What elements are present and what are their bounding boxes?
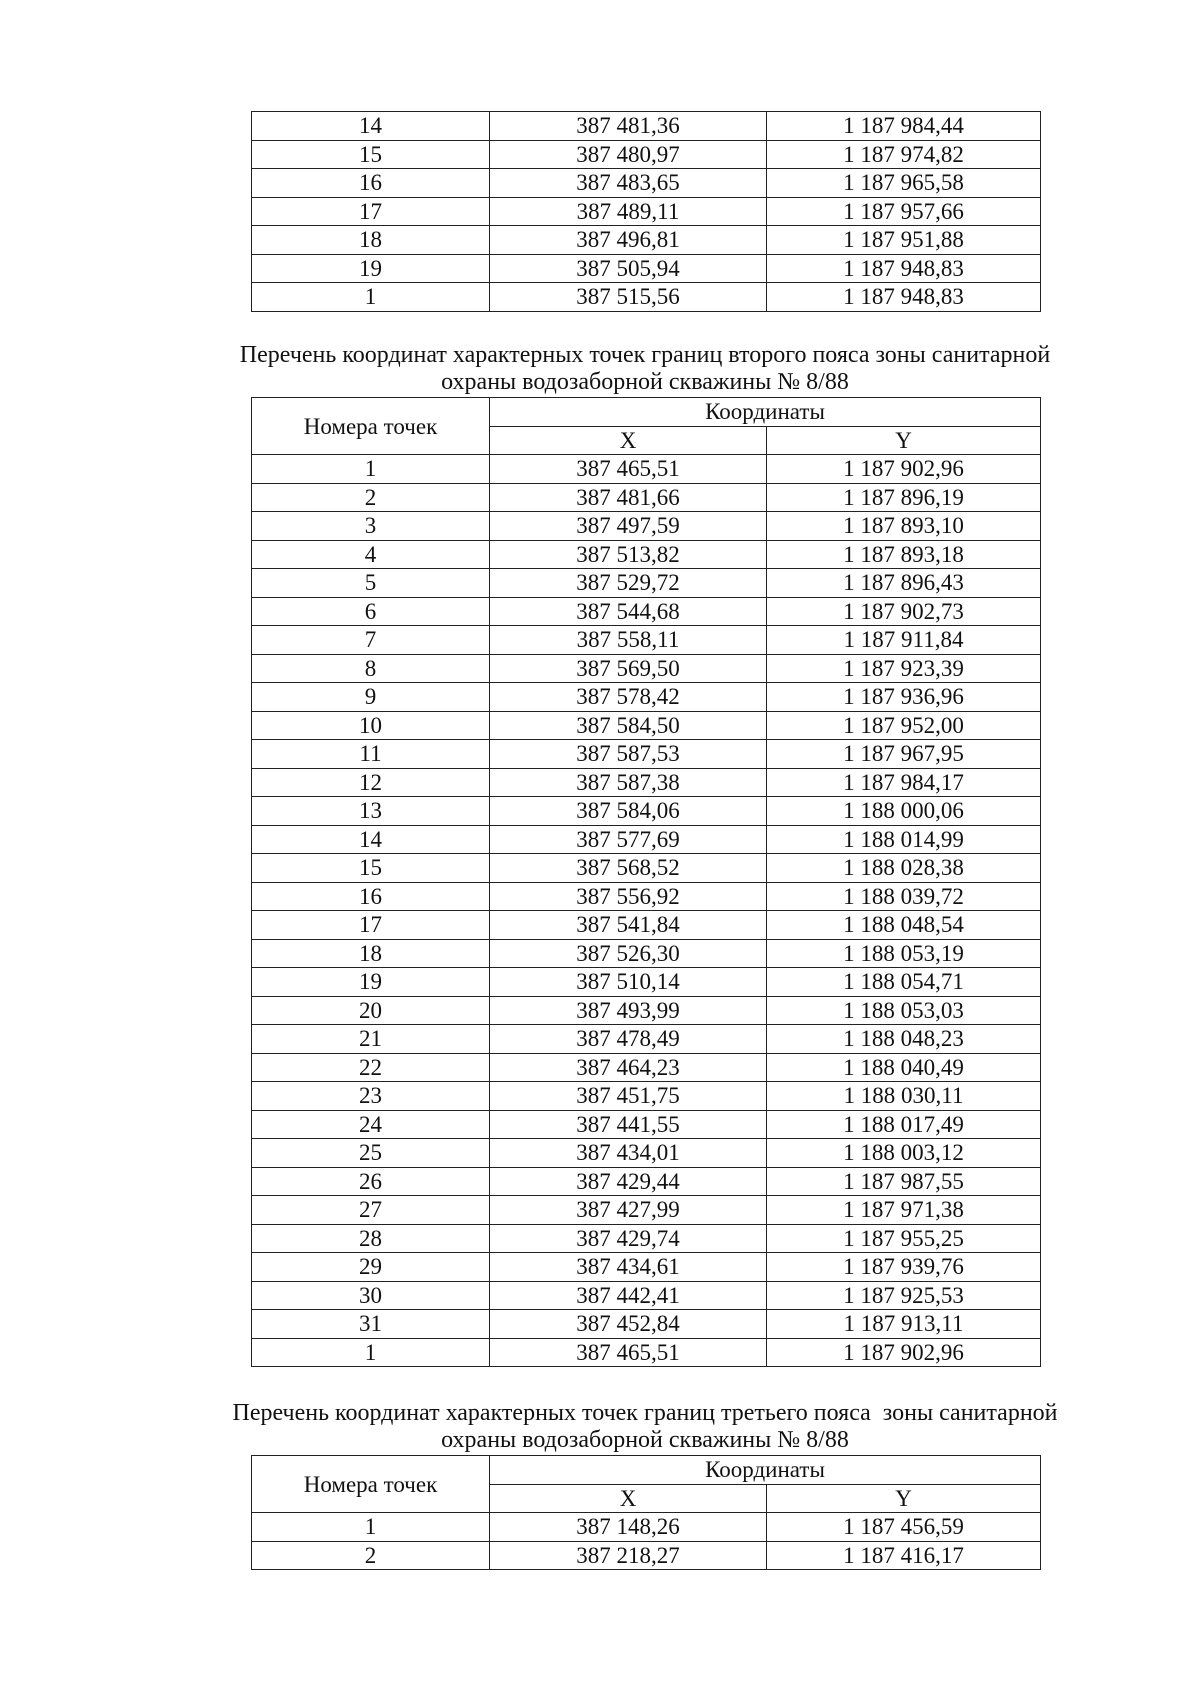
y-coordinate-cell: 1 187 893,10 <box>767 512 1041 541</box>
y-coordinate-cell: 1 187 965,58 <box>767 169 1041 198</box>
table-row <box>252 911 1041 940</box>
header-y: Y <box>767 426 1041 455</box>
table-row <box>252 1139 1041 1168</box>
y-coordinate-cell: 1 187 456,59 <box>767 1513 1041 1542</box>
y-coordinate-cell: 1 188 048,23 <box>767 1025 1041 1054</box>
y-coordinate-cell: 1 187 951,88 <box>767 226 1041 255</box>
y-coordinate-cell: 1 188 039,72 <box>767 882 1041 911</box>
point-number-cell: 1 <box>252 283 490 312</box>
x-coordinate-cell: 387 478,49 <box>490 1025 767 1054</box>
table-row <box>252 1338 1041 1367</box>
x-coordinate-cell: 387 441,55 <box>490 1110 767 1139</box>
table-row <box>252 254 1041 283</box>
caption-line: охраны водозаборной скважины № 8/88 <box>441 1427 849 1453</box>
y-coordinate-cell: 1 187 955,25 <box>767 1224 1041 1253</box>
point-number-cell: 15 <box>252 140 490 169</box>
x-coordinate-cell: 387 493,99 <box>490 996 767 1025</box>
point-number-cell: 3 <box>252 512 490 541</box>
table-row <box>252 1253 1041 1282</box>
point-number-cell: 12 <box>252 768 490 797</box>
y-coordinate-cell: 1 188 003,12 <box>767 1139 1041 1168</box>
x-coordinate-cell: 387 587,38 <box>490 768 767 797</box>
table-row <box>252 740 1041 769</box>
table-row <box>252 283 1041 312</box>
y-coordinate-cell: 1 187 948,83 <box>767 254 1041 283</box>
point-number-cell: 11 <box>252 740 490 769</box>
table-row <box>252 1196 1041 1225</box>
x-coordinate-cell: 387 434,61 <box>490 1253 767 1282</box>
point-number-cell: 1 <box>252 455 490 484</box>
y-coordinate-cell: 1 187 913,11 <box>767 1310 1041 1339</box>
table-row <box>252 854 1041 883</box>
y-coordinate-cell: 1 188 048,54 <box>767 911 1041 940</box>
x-coordinate-cell: 387 577,69 <box>490 825 767 854</box>
table-row <box>252 540 1041 569</box>
x-coordinate-cell: 387 510,14 <box>490 968 767 997</box>
y-coordinate-cell: 1 187 923,39 <box>767 654 1041 683</box>
point-number-cell: 31 <box>252 1310 490 1339</box>
header-y: Y <box>767 1484 1041 1513</box>
x-coordinate-cell: 387 483,65 <box>490 169 767 198</box>
x-coordinate-cell: 387 584,50 <box>490 711 767 740</box>
table-row <box>252 569 1041 598</box>
x-coordinate-cell: 387 480,97 <box>490 140 767 169</box>
point-number-cell: 28 <box>252 1224 490 1253</box>
table-row <box>252 654 1041 683</box>
x-coordinate-cell: 387 569,50 <box>490 654 767 683</box>
table-row <box>252 1310 1041 1339</box>
point-number-cell: 19 <box>252 254 490 283</box>
table-row <box>252 711 1041 740</box>
x-coordinate-cell: 387 465,51 <box>490 1338 767 1367</box>
point-number-cell: 13 <box>252 797 490 826</box>
y-coordinate-cell: 1 187 896,19 <box>767 483 1041 512</box>
table-header <box>252 1456 1041 1513</box>
x-coordinate-cell: 387 148,26 <box>490 1513 767 1542</box>
y-coordinate-cell: 1 187 967,95 <box>767 740 1041 769</box>
table-row <box>252 797 1041 826</box>
table-row <box>252 968 1041 997</box>
coordinates-table-continuation <box>251 111 1041 312</box>
second-zone-caption <box>150 342 1140 396</box>
point-number-cell: 7 <box>252 626 490 655</box>
table-row <box>252 597 1041 626</box>
point-number-cell: 9 <box>252 683 490 712</box>
x-coordinate-cell: 387 497,59 <box>490 512 767 541</box>
y-coordinate-cell: 1 188 014,99 <box>767 825 1041 854</box>
point-number-cell: 26 <box>252 1167 490 1196</box>
table-row <box>252 996 1041 1025</box>
x-coordinate-cell: 387 587,53 <box>490 740 767 769</box>
table-header <box>252 398 1041 455</box>
point-number-cell: 27 <box>252 1196 490 1225</box>
y-coordinate-cell: 1 188 053,03 <box>767 996 1041 1025</box>
point-number-cell: 24 <box>252 1110 490 1139</box>
point-number-cell: 4 <box>252 540 490 569</box>
y-coordinate-cell: 1 187 902,96 <box>767 455 1041 484</box>
y-coordinate-cell: 1 187 948,83 <box>767 283 1041 312</box>
y-coordinate-cell: 1 187 893,18 <box>767 540 1041 569</box>
table-body <box>252 1513 1041 1570</box>
x-coordinate-cell: 387 584,06 <box>490 797 767 826</box>
second-zone-coordinates-table <box>251 397 1041 1367</box>
y-coordinate-cell: 1 187 416,17 <box>767 1541 1041 1570</box>
x-coordinate-cell: 387 464,23 <box>490 1053 767 1082</box>
point-number-cell: 2 <box>252 483 490 512</box>
x-coordinate-cell: 387 489,11 <box>490 197 767 226</box>
x-coordinate-cell: 387 568,52 <box>490 854 767 883</box>
table-row <box>252 626 1041 655</box>
y-coordinate-cell: 1 187 939,76 <box>767 1253 1041 1282</box>
table-row <box>252 1224 1041 1253</box>
x-coordinate-cell: 387 526,30 <box>490 939 767 968</box>
x-coordinate-cell: 387 515,56 <box>490 283 767 312</box>
table-row <box>252 1082 1041 1111</box>
y-coordinate-cell: 1 188 000,06 <box>767 797 1041 826</box>
y-coordinate-cell: 1 188 030,11 <box>767 1082 1041 1111</box>
x-coordinate-cell: 387 578,42 <box>490 683 767 712</box>
x-coordinate-cell: 387 434,01 <box>490 1139 767 1168</box>
point-number-cell: 20 <box>252 996 490 1025</box>
table-row <box>252 683 1041 712</box>
point-number-cell: 22 <box>252 1053 490 1082</box>
y-coordinate-cell: 1 188 028,38 <box>767 854 1041 883</box>
table-row <box>252 197 1041 226</box>
x-coordinate-cell: 387 541,84 <box>490 911 767 940</box>
x-coordinate-cell: 387 465,51 <box>490 455 767 484</box>
point-number-cell: 30 <box>252 1281 490 1310</box>
x-coordinate-cell: 387 505,94 <box>490 254 767 283</box>
y-coordinate-cell: 1 187 896,43 <box>767 569 1041 598</box>
y-coordinate-cell: 1 187 936,96 <box>767 683 1041 712</box>
y-coordinate-cell: 1 187 957,66 <box>767 197 1041 226</box>
point-number-cell: 19 <box>252 968 490 997</box>
table-row <box>252 483 1041 512</box>
caption-line: Перечень координат характерных точек границ третьего пояса зоны санитарной <box>232 1400 1058 1426</box>
table-row <box>252 140 1041 169</box>
table-row <box>252 112 1041 141</box>
point-number-cell: 17 <box>252 911 490 940</box>
table-row <box>252 1110 1041 1139</box>
point-number-cell: 16 <box>252 882 490 911</box>
point-number-cell: 17 <box>252 197 490 226</box>
point-number-cell: 25 <box>252 1139 490 1168</box>
table-body <box>252 112 1041 312</box>
x-coordinate-cell: 387 544,68 <box>490 597 767 626</box>
table-row <box>252 512 1041 541</box>
table-row <box>252 1167 1041 1196</box>
table-row <box>252 882 1041 911</box>
header-point-numbers: Номера точек <box>252 398 490 455</box>
y-coordinate-cell: 1 188 054,71 <box>767 968 1041 997</box>
point-number-cell: 14 <box>252 112 490 141</box>
caption-line: Перечень координат характерных точек границ второго пояса зоны санитарной <box>239 342 1051 368</box>
header-x: X <box>490 1484 767 1513</box>
y-coordinate-cell: 1 188 053,19 <box>767 939 1041 968</box>
header-coordinates: Координаты <box>490 1456 1041 1485</box>
point-number-cell: 23 <box>252 1082 490 1111</box>
table-row <box>252 1541 1041 1570</box>
point-number-cell: 16 <box>252 169 490 198</box>
point-number-cell: 21 <box>252 1025 490 1054</box>
table-body <box>252 455 1041 1367</box>
table-row <box>252 1281 1041 1310</box>
table-row <box>252 455 1041 484</box>
point-number-cell: 1 <box>252 1338 490 1367</box>
point-number-cell: 6 <box>252 597 490 626</box>
table-row <box>252 1053 1041 1082</box>
y-coordinate-cell: 1 187 902,96 <box>767 1338 1041 1367</box>
table-row <box>252 1025 1041 1054</box>
point-number-cell: 8 <box>252 654 490 683</box>
y-coordinate-cell: 1 187 925,53 <box>767 1281 1041 1310</box>
x-coordinate-cell: 387 481,66 <box>490 483 767 512</box>
point-number-cell: 29 <box>252 1253 490 1282</box>
y-coordinate-cell: 1 188 017,49 <box>767 1110 1041 1139</box>
x-coordinate-cell: 387 558,11 <box>490 626 767 655</box>
table-row <box>252 768 1041 797</box>
x-coordinate-cell: 387 556,92 <box>490 882 767 911</box>
table-row <box>252 169 1041 198</box>
header-x: X <box>490 426 767 455</box>
x-coordinate-cell: 387 429,44 <box>490 1167 767 1196</box>
table-row <box>252 939 1041 968</box>
table-row <box>252 1513 1041 1542</box>
x-coordinate-cell: 387 429,74 <box>490 1224 767 1253</box>
x-coordinate-cell: 387 451,75 <box>490 1082 767 1111</box>
caption-line: охраны водозаборной скважины № 8/88 <box>441 369 849 395</box>
point-number-cell: 2 <box>252 1541 490 1570</box>
table-row <box>252 226 1041 255</box>
x-coordinate-cell: 387 481,36 <box>490 112 767 141</box>
y-coordinate-cell: 1 187 984,44 <box>767 112 1041 141</box>
third-zone-caption <box>150 1400 1140 1454</box>
y-coordinate-cell: 1 187 952,00 <box>767 711 1041 740</box>
point-number-cell: 10 <box>252 711 490 740</box>
x-coordinate-cell: 387 442,41 <box>490 1281 767 1310</box>
x-coordinate-cell: 387 452,84 <box>490 1310 767 1339</box>
x-coordinate-cell: 387 496,81 <box>490 226 767 255</box>
y-coordinate-cell: 1 187 984,17 <box>767 768 1041 797</box>
y-coordinate-cell: 1 187 971,38 <box>767 1196 1041 1225</box>
x-coordinate-cell: 387 427,99 <box>490 1196 767 1225</box>
point-number-cell: 1 <box>252 1513 490 1542</box>
point-number-cell: 18 <box>252 226 490 255</box>
y-coordinate-cell: 1 187 974,82 <box>767 140 1041 169</box>
point-number-cell: 14 <box>252 825 490 854</box>
y-coordinate-cell: 1 187 987,55 <box>767 1167 1041 1196</box>
x-coordinate-cell: 387 513,82 <box>490 540 767 569</box>
point-number-cell: 5 <box>252 569 490 598</box>
table-row <box>252 825 1041 854</box>
header-coordinates: Координаты <box>490 398 1041 427</box>
y-coordinate-cell: 1 188 040,49 <box>767 1053 1041 1082</box>
x-coordinate-cell: 387 529,72 <box>490 569 767 598</box>
third-zone-coordinates-table <box>251 1455 1041 1570</box>
header-point-numbers: Номера точек <box>252 1456 490 1513</box>
x-coordinate-cell: 387 218,27 <box>490 1541 767 1570</box>
point-number-cell: 18 <box>252 939 490 968</box>
y-coordinate-cell: 1 187 911,84 <box>767 626 1041 655</box>
y-coordinate-cell: 1 187 902,73 <box>767 597 1041 626</box>
point-number-cell: 15 <box>252 854 490 883</box>
